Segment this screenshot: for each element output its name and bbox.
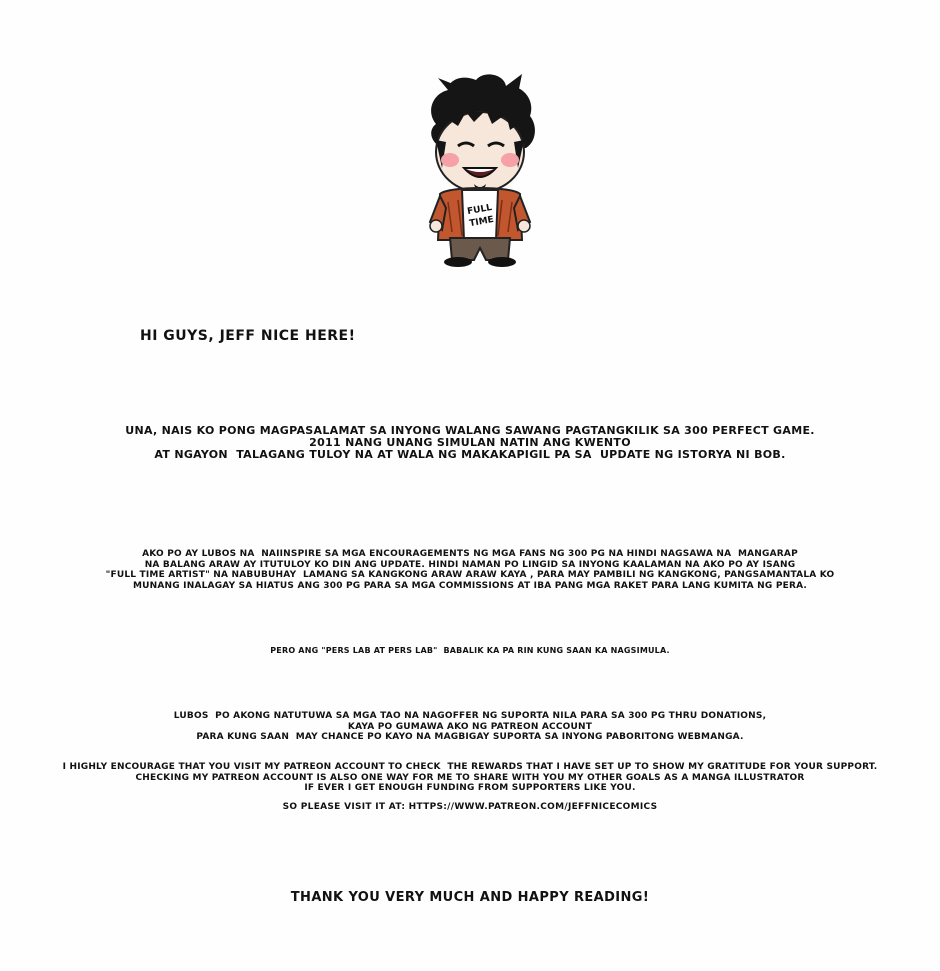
text-line: 2011 NANG UNANG SIMULAN NATIN ANG KWENTO [309,436,631,449]
thanks-paragraph [0,425,940,461]
text-line: UNA, NAIS KO PONG MAGPASALAMAT SA INYONG WALANG SAWANG PAGTANGKILIK SA 300 PERFECT GAME. [125,424,815,437]
text-line: LUBOS PO AKONG NATUTUWA SA MGA TAO NA NAGOFFER NG SUPORTA NILA PARA SA 300 PG THRU DONATIONS, [173,711,767,721]
hiatus-paragraph [0,549,940,591]
text-line: MUNANG INALAGAY SA HIATUS ANG 300 PG PARA SA MGA COMMISSIONS AT IBA PANG MGA RAKET PARA LANG KUMITA NG PERA. [132,580,808,591]
text-line: PARA KUNG SAAN MAY CHANCE PO KAYO NA MAGBIGAY SUPORTA SA INYONG PABORITONG WEBMANGA. [196,732,744,742]
text-line: PERO ANG "PERS LAB AT PERS LAB" BABALIK KA PA RIN KUNG SAAN KA NAGSIMULA. [270,646,670,655]
pers-lab-paragraph [0,646,940,656]
text-line: CHECKING MY PATREON ACCOUNT IS ALSO ONE WAY FOR ME TO SHARE WITH YOU MY OTHER GOALS AS A MANGA ILLUSTRATOR [135,772,805,783]
closing-message: THANK YOU VERY MUCH AND HAPPY READING! [290,890,650,905]
text-line: NA BALANG ARAW AY ITUTULOY KO DIN ANG UPDATE. HINDI NAMAN PO LINGID SA INYONG KAALAMAN NA AKO PO AY ISANG [144,559,796,570]
mascot-shirt-text-2: TIME [468,214,495,230]
text-line: "FULL TIME ARTIST" NA NABUBUHAY LAMANG SA KANGKONG ARAW ARAW KAYA , PARA MAY PAMBILI NG KANGKONG, PANGSAMANTALA KO [105,570,835,580]
patreon-link-paragraph [0,802,940,813]
text-line: IF EVER I GET ENOUGH FUNDING FROM SUPPORTERS LIKE YOU. [304,783,636,793]
patreon-paragraph [0,762,940,794]
chibi-mascot-illustration [418,72,548,268]
donations-paragraph [0,711,940,743]
text-line: KAYA PO GUMAWA AKO NG PATREON ACCOUNT [347,721,593,732]
greeting-heading: HI GUYS, JEFF NICE HERE! [140,328,356,344]
text-line: AT NGAYON TALAGANG TULOY NA AT WALA NG MAKAKAPIGIL PA SA UPDATE NG ISTORYA NI BOB. [154,448,786,461]
mascot-shirt-text-1: FULL [466,202,493,218]
text-line: AKO PO AY LUBOS NA NAIINSPIRE SA MGA ENCOURAGEMENTS NG MGA FANS NG 300 PG NA HINDI NAGSAWA NA MANGARAP [142,549,798,559]
patreon-url-text: SO PLEASE VISIT IT AT: HTTPS://WWW.PATREON.COM/JEFFNICECOMICS [282,802,658,812]
text-line: I HIGHLY ENCOURAGE THAT YOU VISIT MY PATREON ACCOUNT TO CHECK THE REWARDS THAT I HAVE SET UP TO SHOW MY GRATITUDE FOR YOUR SUPPORT. [62,762,878,772]
mascot-pants [450,238,510,260]
